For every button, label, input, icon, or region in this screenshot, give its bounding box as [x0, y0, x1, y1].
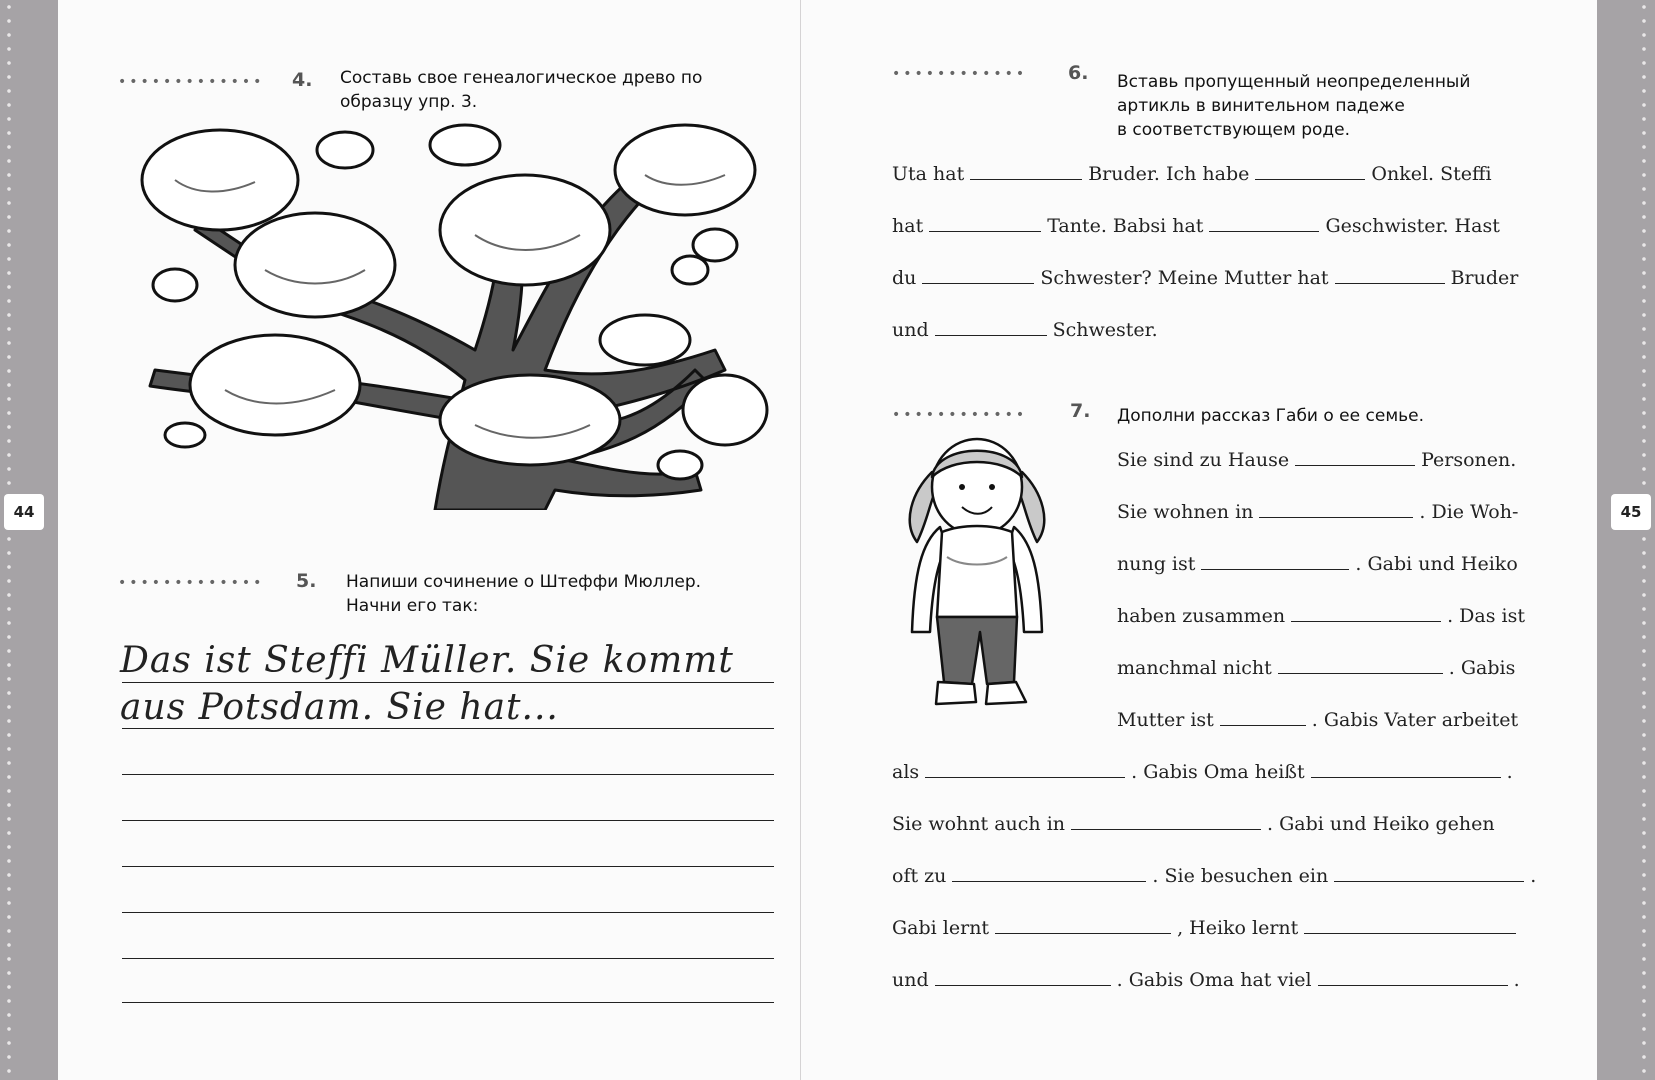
exercise-7-line: und . Gabis Oma hat viel . — [892, 969, 1520, 991]
answer-blank[interactable] — [1201, 553, 1349, 570]
exercise-dots: •••••••••••• — [892, 66, 1028, 82]
exercise-7-line: Gabi lernt , Heiko lernt — [892, 917, 1522, 939]
exercise-5-number: 5. — [296, 570, 317, 592]
exercise-4-number: 4. — [292, 69, 313, 91]
writing-line — [122, 1002, 774, 1003]
exercise-7-line: Sie sind zu Hause Personen. — [1117, 449, 1517, 471]
exercise-dots: ••••••••••••• — [118, 575, 265, 591]
writing-line — [122, 958, 774, 959]
answer-blank[interactable] — [1291, 605, 1441, 622]
answer-blank[interactable] — [1335, 267, 1445, 284]
handwritten-line-2: aus Potsdam. Sie hat... — [120, 687, 559, 728]
exercise-7-line: als . Gabis Oma heißt . — [892, 761, 1513, 783]
exercise-6-line: du Schwester? Meine Mutter hat Bruder — [892, 267, 1519, 289]
answer-blank[interactable] — [1220, 709, 1306, 726]
answer-blank[interactable] — [1071, 813, 1261, 830]
answer-blank[interactable] — [929, 215, 1041, 232]
answer-blank[interactable] — [1334, 865, 1524, 882]
exercise-6-instruction: Вставь пропущенный неопределенный артикль в винительном падеже в соответствующем роде. — [1117, 72, 1471, 140]
answer-blank[interactable] — [925, 761, 1125, 778]
exercise-7-instruction: Дополни рассказ Габи о ее семье. — [1117, 406, 1425, 426]
exercise-7-line: Sie wohnt auch in . Gabi und Heiko gehen — [892, 813, 1495, 835]
exercise-dots: ••••••••••••• — [118, 74, 265, 90]
writing-line — [122, 774, 774, 775]
exercise-7-line: Mutter ist . Gabis Vater arbeitet — [1117, 709, 1519, 731]
exercise-5-instruction: Напиши сочинение о Штеффи Мюллер. Начни его так: — [346, 572, 702, 616]
exercise-4-instruction: Составь свое генеалогическое древо по образцу упр. 3. — [340, 68, 703, 112]
writing-line — [122, 866, 774, 867]
answer-blank[interactable] — [1311, 761, 1501, 778]
writing-line — [122, 728, 774, 729]
answer-blank[interactable] — [952, 865, 1146, 882]
page-number-right: 45 — [1611, 494, 1651, 530]
page-number-left: 44 — [4, 494, 44, 530]
exercise-dots: •••••••••••• — [892, 407, 1028, 423]
right-page-edge — [1593, 0, 1655, 1080]
writing-line — [122, 682, 774, 683]
exercise-7-line: oft zu . Sie besuchen ein . — [892, 865, 1537, 887]
girl-illustration — [892, 432, 1062, 738]
exercise-7-number: 7. — [1070, 400, 1091, 422]
answer-blank[interactable] — [935, 969, 1111, 986]
answer-blank[interactable] — [1255, 163, 1365, 180]
exercise-7-line: nung ist . Gabi und Heiko — [1117, 553, 1518, 575]
exercise-6-line: und Schwester. — [892, 319, 1158, 341]
writing-line — [122, 912, 774, 913]
answer-blank[interactable] — [1209, 215, 1319, 232]
answer-blank[interactable] — [970, 163, 1082, 180]
exercise-6-line: hat Tante. Babsi hat Geschwister. Hast — [892, 215, 1500, 237]
family-tree-illustration — [135, 120, 775, 510]
answer-blank[interactable] — [1278, 657, 1443, 674]
writing-line — [122, 820, 774, 821]
answer-blank[interactable] — [1259, 501, 1413, 518]
exercise-6-number: 6. — [1068, 62, 1089, 84]
answer-blank[interactable] — [935, 319, 1047, 336]
exercise-6-line: Uta hat Bruder. Ich habe Onkel. Steffi — [892, 163, 1492, 185]
handwritten-line-1: Das ist Steffi Müller. Sie kommt — [120, 640, 734, 681]
answer-blank[interactable] — [922, 267, 1034, 284]
answer-blank[interactable] — [1304, 917, 1516, 934]
exercise-7-line: haben zusammen . Das ist — [1117, 605, 1525, 627]
answer-blank[interactable] — [995, 917, 1171, 934]
answer-blank[interactable] — [1295, 449, 1415, 466]
exercise-7-line: Sie wohnen in . Die Woh- — [1117, 501, 1519, 523]
exercise-7-line: manchmal nicht . Gabis — [1117, 657, 1516, 679]
answer-blank[interactable] — [1318, 969, 1508, 986]
